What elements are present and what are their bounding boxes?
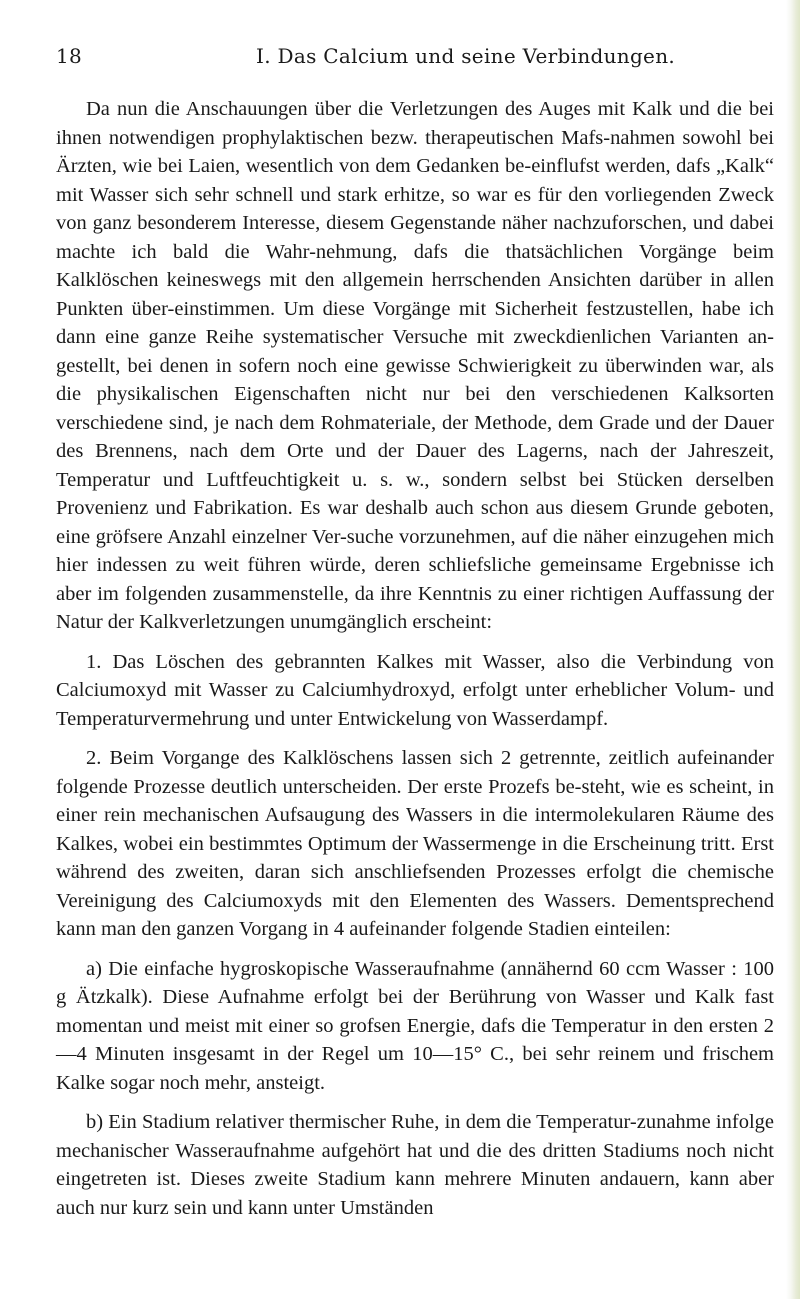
- paragraph-item-b: b) Ein Stadium relativer thermischer Ruhe, in dem die Temperatur-zunahme infolge mechanischer Wasseraufnahme aufgehört hat und die des dritten Stadiums noch nicht eingetreten ist. Dieses zweite Stadium kann mehrere Minuten andauern, kann aber auch nur kurz sein und kann unter Umständen: [56, 1111, 774, 1219]
- running-header: [56, 44, 776, 76]
- paragraph-item-1: 1. Das Löschen des gebrannten Kalkes mit Wasser, also die Verbindung von Calciumoxyd mit Wasser zu Calciumhydroxyd, erfolgt unter erheblicher Volum- und Temperaturvermehrung und unter Entwickelung von Wasserdampf.: [56, 650, 774, 730]
- body-text: [56, 95, 774, 1222]
- paragraph-item-a: a) Die einfache hygroskopische Wasseraufnahme (annähernd 60 ccm Wasser : 100 g Ätzkalk). Diese Aufnahme erfolgt bei der Berührung von Wasser und Kalk fast momentan und meist mit einer so grofsen Energie, dafs die Temperatur in den ersten 2—4 Minuten insgesamt in der Regel um 10—15° C., bei sehr reinem und frischem Kalke sogar noch mehr, ansteigt.: [56, 957, 774, 1094]
- page-edge-shadow: [786, 0, 800, 1299]
- paragraph-item-2: 2. Beim Vorgange des Kalklöschens lassen sich 2 getrennte, zeitlich aufeinander folgende Prozesse deutlich unterscheiden. Der erste Prozefs be-steht, wie es scheint, in einer rein mechanischen Aufsaugung des Wassers in die intermolekularen Räume des Kalkes, wobei ein bestimmtes Optimum der Wassermenge in die Erscheinung tritt. Erst während des zweiten, daran sich anschliefsenden Prozesses erfolgt die chemische Vereinigung des Calciumoxyds mit den Elementen des Wassers. Dementsprechend kann man den ganzen Vorgang in 4 aufeinander folgende Stadien einteilen:: [56, 747, 774, 940]
- page-number: 18: [56, 44, 83, 68]
- running-title: I. Das Calcium und seine Verbindungen.: [256, 44, 676, 68]
- paragraph-intro: Da nun die Anschauungen über die Verletzungen des Auges mit Kalk und die bei ihnen notwendigen prophylaktischen bezw. therapeutischen Mafs-nahmen sowohl bei Ärzten, wie bei Laien, wesentlich von dem Gedanken be-einflufst werden, dafs „Kalk“ mit Wasser sich sehr schnell und stark erhitze, so war es für den vorliegenden Zweck von ganz besonderem Interesse, diesem Gegenstande näher nachzuforschen, und dabei machte ich bald die Wahr-nehmung, dafs die thatsächlichen Vorgänge beim Kalklöschen keineswegs mit den allgemein herrschenden Ansichten darüber in allen Punkten über-einstimmen. Um diese Vorgänge mit Sicherheit festzustellen, habe ich dann eine ganze Reihe systematischer Versuche mit zweckdienlichen Varianten an-gestellt, bei denen in sofern noch eine gewisse Schwierigkeit zu überwinden war, als die physikalischen Eigenschaften nicht nur bei den verschiedenen Kalksorten verschiedene sind, je nach dem Rohmateriale, der Methode, dem Grade und der Dauer des Brennens, nach dem Orte und der Dauer des Lagerns, nach der Jahreszeit, Temperatur und Luftfeuchtigkeit u. s. w., sondern selbst bei Stücken derselben Provenienz und Fabrikation. Es war deshalb auch schon aus diesem Grunde geboten, eine gröfsere Anzahl einzelner Ver-suche vorzunehmen, auf die näher einzugehen mich hier indessen zu weit führen würde, deren schliefsliche gemeinsame Ergebnisse ich aber im folgenden zusammenstelle, da ihre Kenntnis zu einer richtigen Auffassung der Natur der Kalkverletzungen unumgänglich erscheint:: [56, 98, 774, 633]
